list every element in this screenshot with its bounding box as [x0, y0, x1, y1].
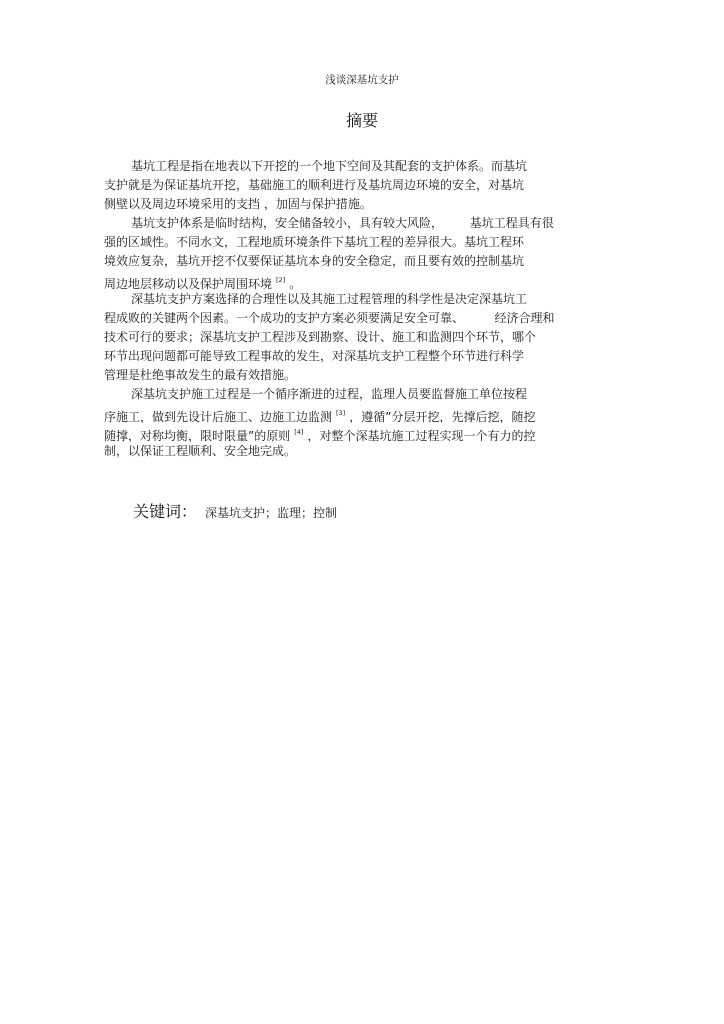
line-tail: 。	[289, 277, 302, 290]
paragraph-line: 境效应复杂，基坑开挖不仅要保证基坑本身的安全稳定，而且要有效的控制基坑	[104, 254, 525, 268]
line-text: ，对整个深基坑施工过程实现一个有力的控	[307, 429, 536, 442]
paragraph-line	[104, 404, 624, 423]
abstract-body	[104, 157, 624, 461]
paragraph-line: 深基坑支护施工过程是一个循序渐进的过程，监理人员要监督施工单位按程	[131, 387, 528, 401]
keywords-label: 关键词：	[133, 502, 198, 521]
paragraph-line: 深基坑支护方案选择的合理性以及其施工过程管理的科学性是决定深基坑工	[131, 292, 528, 306]
line-text: 随撑，对称均衡，限时限量”的原则	[104, 429, 291, 442]
paragraph-line: 环节出现问题都可能导致工程事故的发生，对深基坑支护工程整个环节进行科学	[104, 349, 525, 363]
paragraph-line: 制，以保证工程顺利、安全地完成。	[104, 444, 297, 458]
paragraph-line: 基坑工程是指在地表以下开挖的一个地下空间及其配套的支护体系。而基坑	[131, 159, 528, 173]
paragraph-line: 基坑支护体系是临时结构，安全储备较小，具有较大风险， 基坑工程具有很	[131, 216, 554, 230]
line-text: 序施工，做到先设计后施工、边施工边监测	[104, 410, 333, 423]
citation-marker: [4]	[294, 428, 304, 436]
line-text: ，遵循”分层开挖，先撑后挖，随挖	[349, 410, 536, 423]
paragraph-line: 强的区域性。不同水文，工程地质环境条件下基坑工程的差异很大。基坑工程环	[104, 235, 525, 249]
paragraph-line: 侧壁以及周边环境采用的支挡 ，加固与保护措施。	[104, 197, 372, 211]
paragraph-line	[104, 271, 624, 290]
paragraph-line: 技术可行的要求；深基坑支护工程涉及到勘察、设计、施工和监测四个环节，哪个	[104, 330, 537, 344]
running-header: 浅谈深基坑支护	[325, 74, 399, 86]
paragraph-line: 支护就是为保证基坑开挖，基础施工的顺利进行及基坑周边环境的安全，对基坑	[104, 178, 525, 192]
keywords-value: 深基坑支护；监理；控制	[205, 506, 338, 520]
abstract-title: 摘要	[345, 111, 378, 130]
line-text: 周边地层移动以及保护周围环境	[104, 277, 273, 290]
citation-marker: [2]	[276, 276, 286, 284]
keywords-row	[133, 499, 337, 522]
citation-marker: [3]	[336, 409, 346, 417]
paragraph-line	[104, 423, 624, 442]
paragraph-line: 程成败的关键两个因素。一个成功的支护方案必须要满足安全可靠、 经济合理和	[104, 311, 555, 325]
paragraph-line: 管理是杜绝事故发生的最有效措施。	[104, 368, 297, 382]
